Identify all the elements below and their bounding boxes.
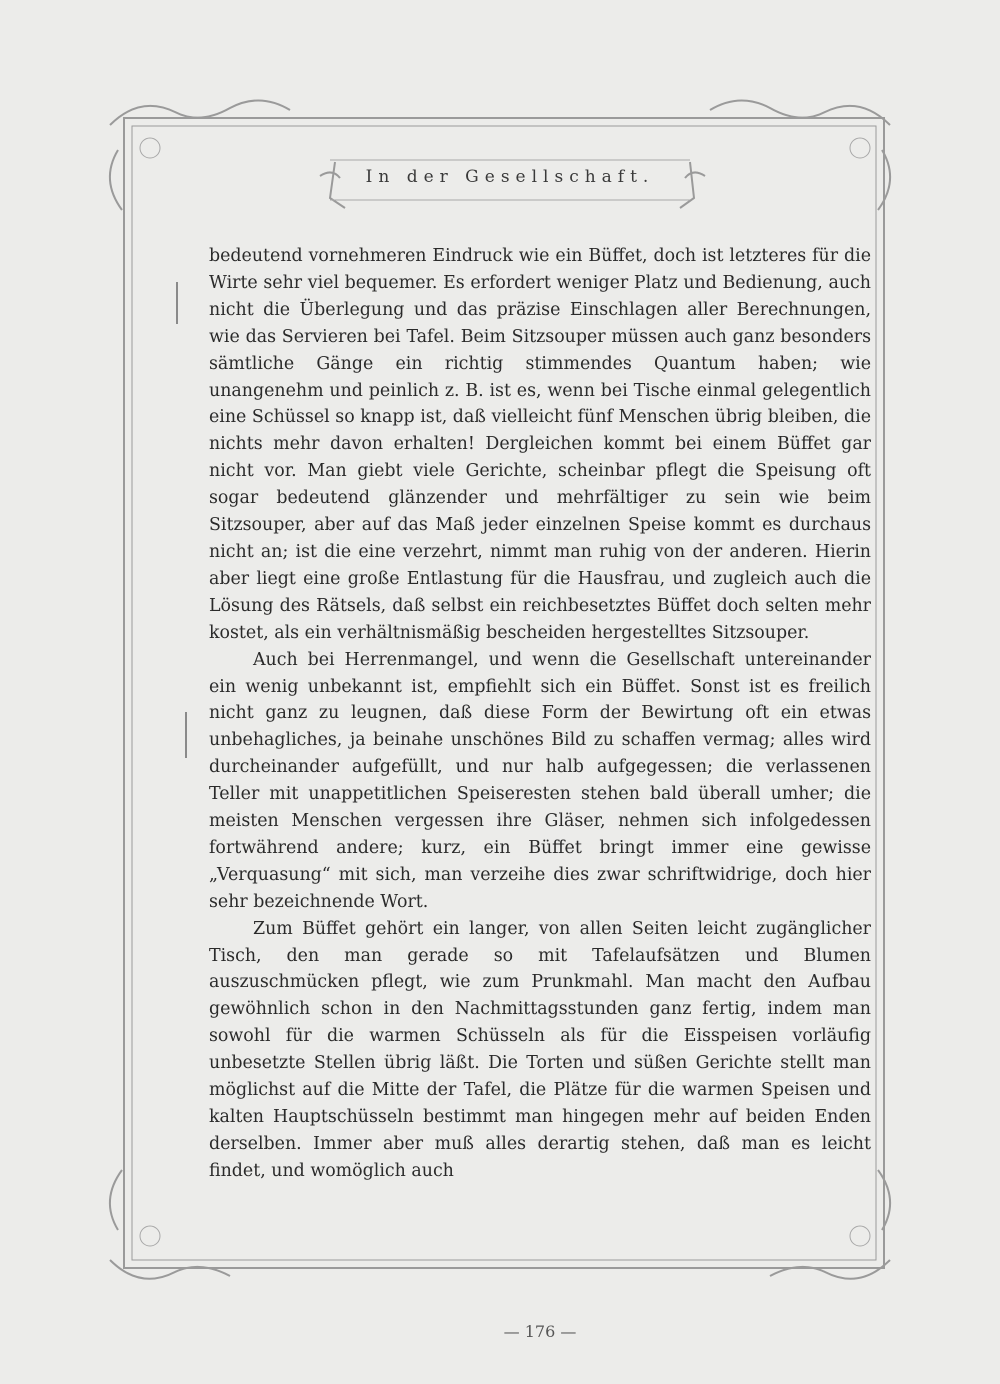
page-number: — 176 —: [503, 1322, 577, 1341]
page-title: In der Gesellschaft.: [365, 167, 655, 187]
margin-mark: [176, 282, 178, 324]
paragraph: Zum Büffet gehört ein langer, von allen Seiten leicht zugänglicher Tisch, den man gerade so mit Tafelaufsätzen und Blumen auszuschmücken pflegt, wie zum Prunkmahl. Man macht den Aufbau gewöhnlich schon in den Nachmittagsstunden ganz fertig, indem man sowohl für die warmen Schüsseln als für die Eisspeisen vorläufig unbesetzte Stellen übrig läßt. Die Torten und süßen Gerichte stellt man möglichst auf die Mitte der Tafel, die Plätze für die warmen Speisen und kalten Hauptschüsseln bestimmt man hingegen mehr auf beiden Enden derselben. Immer aber muß alles derartig stehen, daß man es leicht findet, und womöglich auch: [209, 918, 871, 1181]
body-text: [209, 243, 871, 1185]
paragraph: bedeutend vornehmeren Eindruck wie ein Büffet, doch ist letzteres für die Wirte sehr viel bequemer. Es erfordert weniger Platz und Bedienung, auch nicht die Überlegung und das präzise Einschlagen aller Berechnungen, wie das Servieren bei Tafel. Beim Sitzsouper müssen auch ganz besonders sämtliche Gänge ein richtig stimmendes Quantum haben; wie unangenehm und peinlich z. B. ist es, wenn bei Tische einmal gelegentlich eine Schüssel so knapp ist, daß vielleicht fünf Menschen übrig bleiben, die nichts mehr davon erhalten! Dergleichen kommt bei einem Büffet gar nicht vor. Man giebt viele Gerichte, scheinbar pflegt die Speisung oft sogar bedeutend glänzender und mehrfältiger zu sein wie beim Sitzsouper, aber auf das Maß jeder einzelnen Speise kommt es durchaus nicht an; ist die eine verzehrt, nimmt man ruhig von der anderen. Hierin aber liegt eine große Entlastung für die Hausfrau, und zugleich auch die Lösung des Rätsels, daß selbst ein reichbesetztes Büffet doch selten mehr kostet, als ein verhältnismäßig bescheiden hergestelltes Sitzsouper.: [209, 246, 871, 643]
paragraph: Auch bei Herrenmangel, und wenn die Gesellschaft untereinander ein wenig unbekannt ist, empfiehlt sich ein Büffet. Sonst ist es freilich nicht ganz zu leugnen, daß diese Form der Bewirtung oft ein etwas unbehagliches, ja beinahe unschönes Bild zu schaffen vermag; alles wird durcheinander aufgefüllt, und nur halb aufgegessen; die verlassenen Teller mit unappetitlichen Speiseresten stehen bald überall umher; die meisten Menschen vergessen ihre Gläser, nehmen sich infolgedessen fortwährend andere; kurz, ein Büffet bringt immer eine gewisse „Verquasung“ mit sich, man verzeihe dies zwar schriftwidrige, doch hier sehr bezeichnende Wort.: [209, 649, 871, 912]
margin-mark: [185, 712, 187, 758]
